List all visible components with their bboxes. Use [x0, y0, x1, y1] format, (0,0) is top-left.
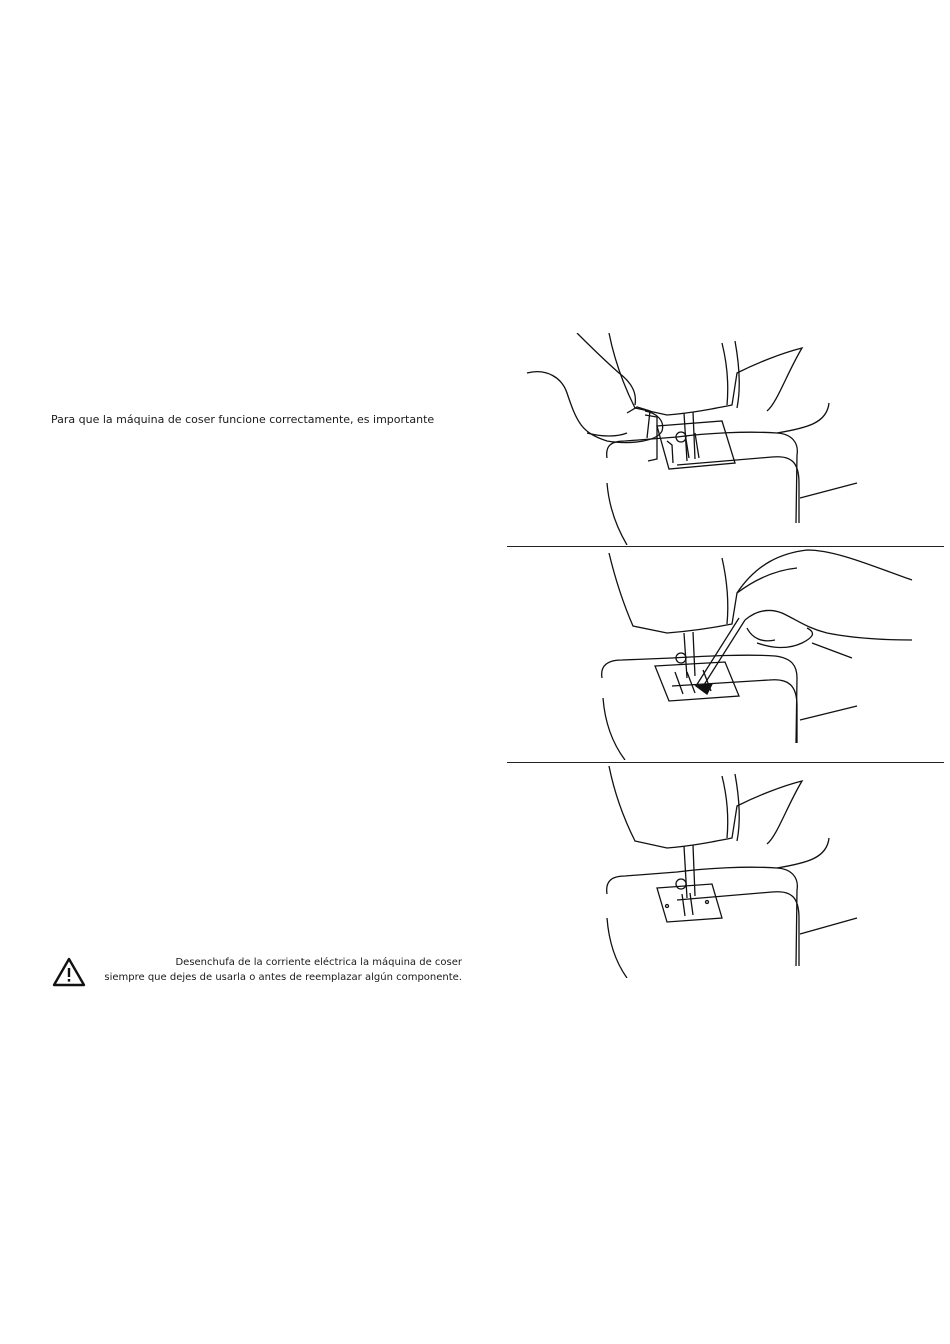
warning-text	[104, 955, 462, 985]
brush-feed-dogs-illustration	[507, 548, 944, 760]
warning-note	[52, 955, 462, 989]
warning-line-1: Desenchufa de la corriente eléctrica la máquina de coser	[175, 957, 462, 968]
separator-line	[507, 546, 944, 547]
intro-text: Para que la máquina de coser funcione correctamente, es importante	[51, 413, 435, 426]
warning-line-2: siempre que dejes de usarla o antes de reemplazar algún componente.	[104, 972, 462, 983]
remove-needle-plate-illustration	[507, 333, 944, 545]
warning-triangle-icon	[52, 957, 86, 987]
reassembled-needle-plate-illustration	[507, 766, 944, 978]
separator-line	[507, 762, 944, 763]
